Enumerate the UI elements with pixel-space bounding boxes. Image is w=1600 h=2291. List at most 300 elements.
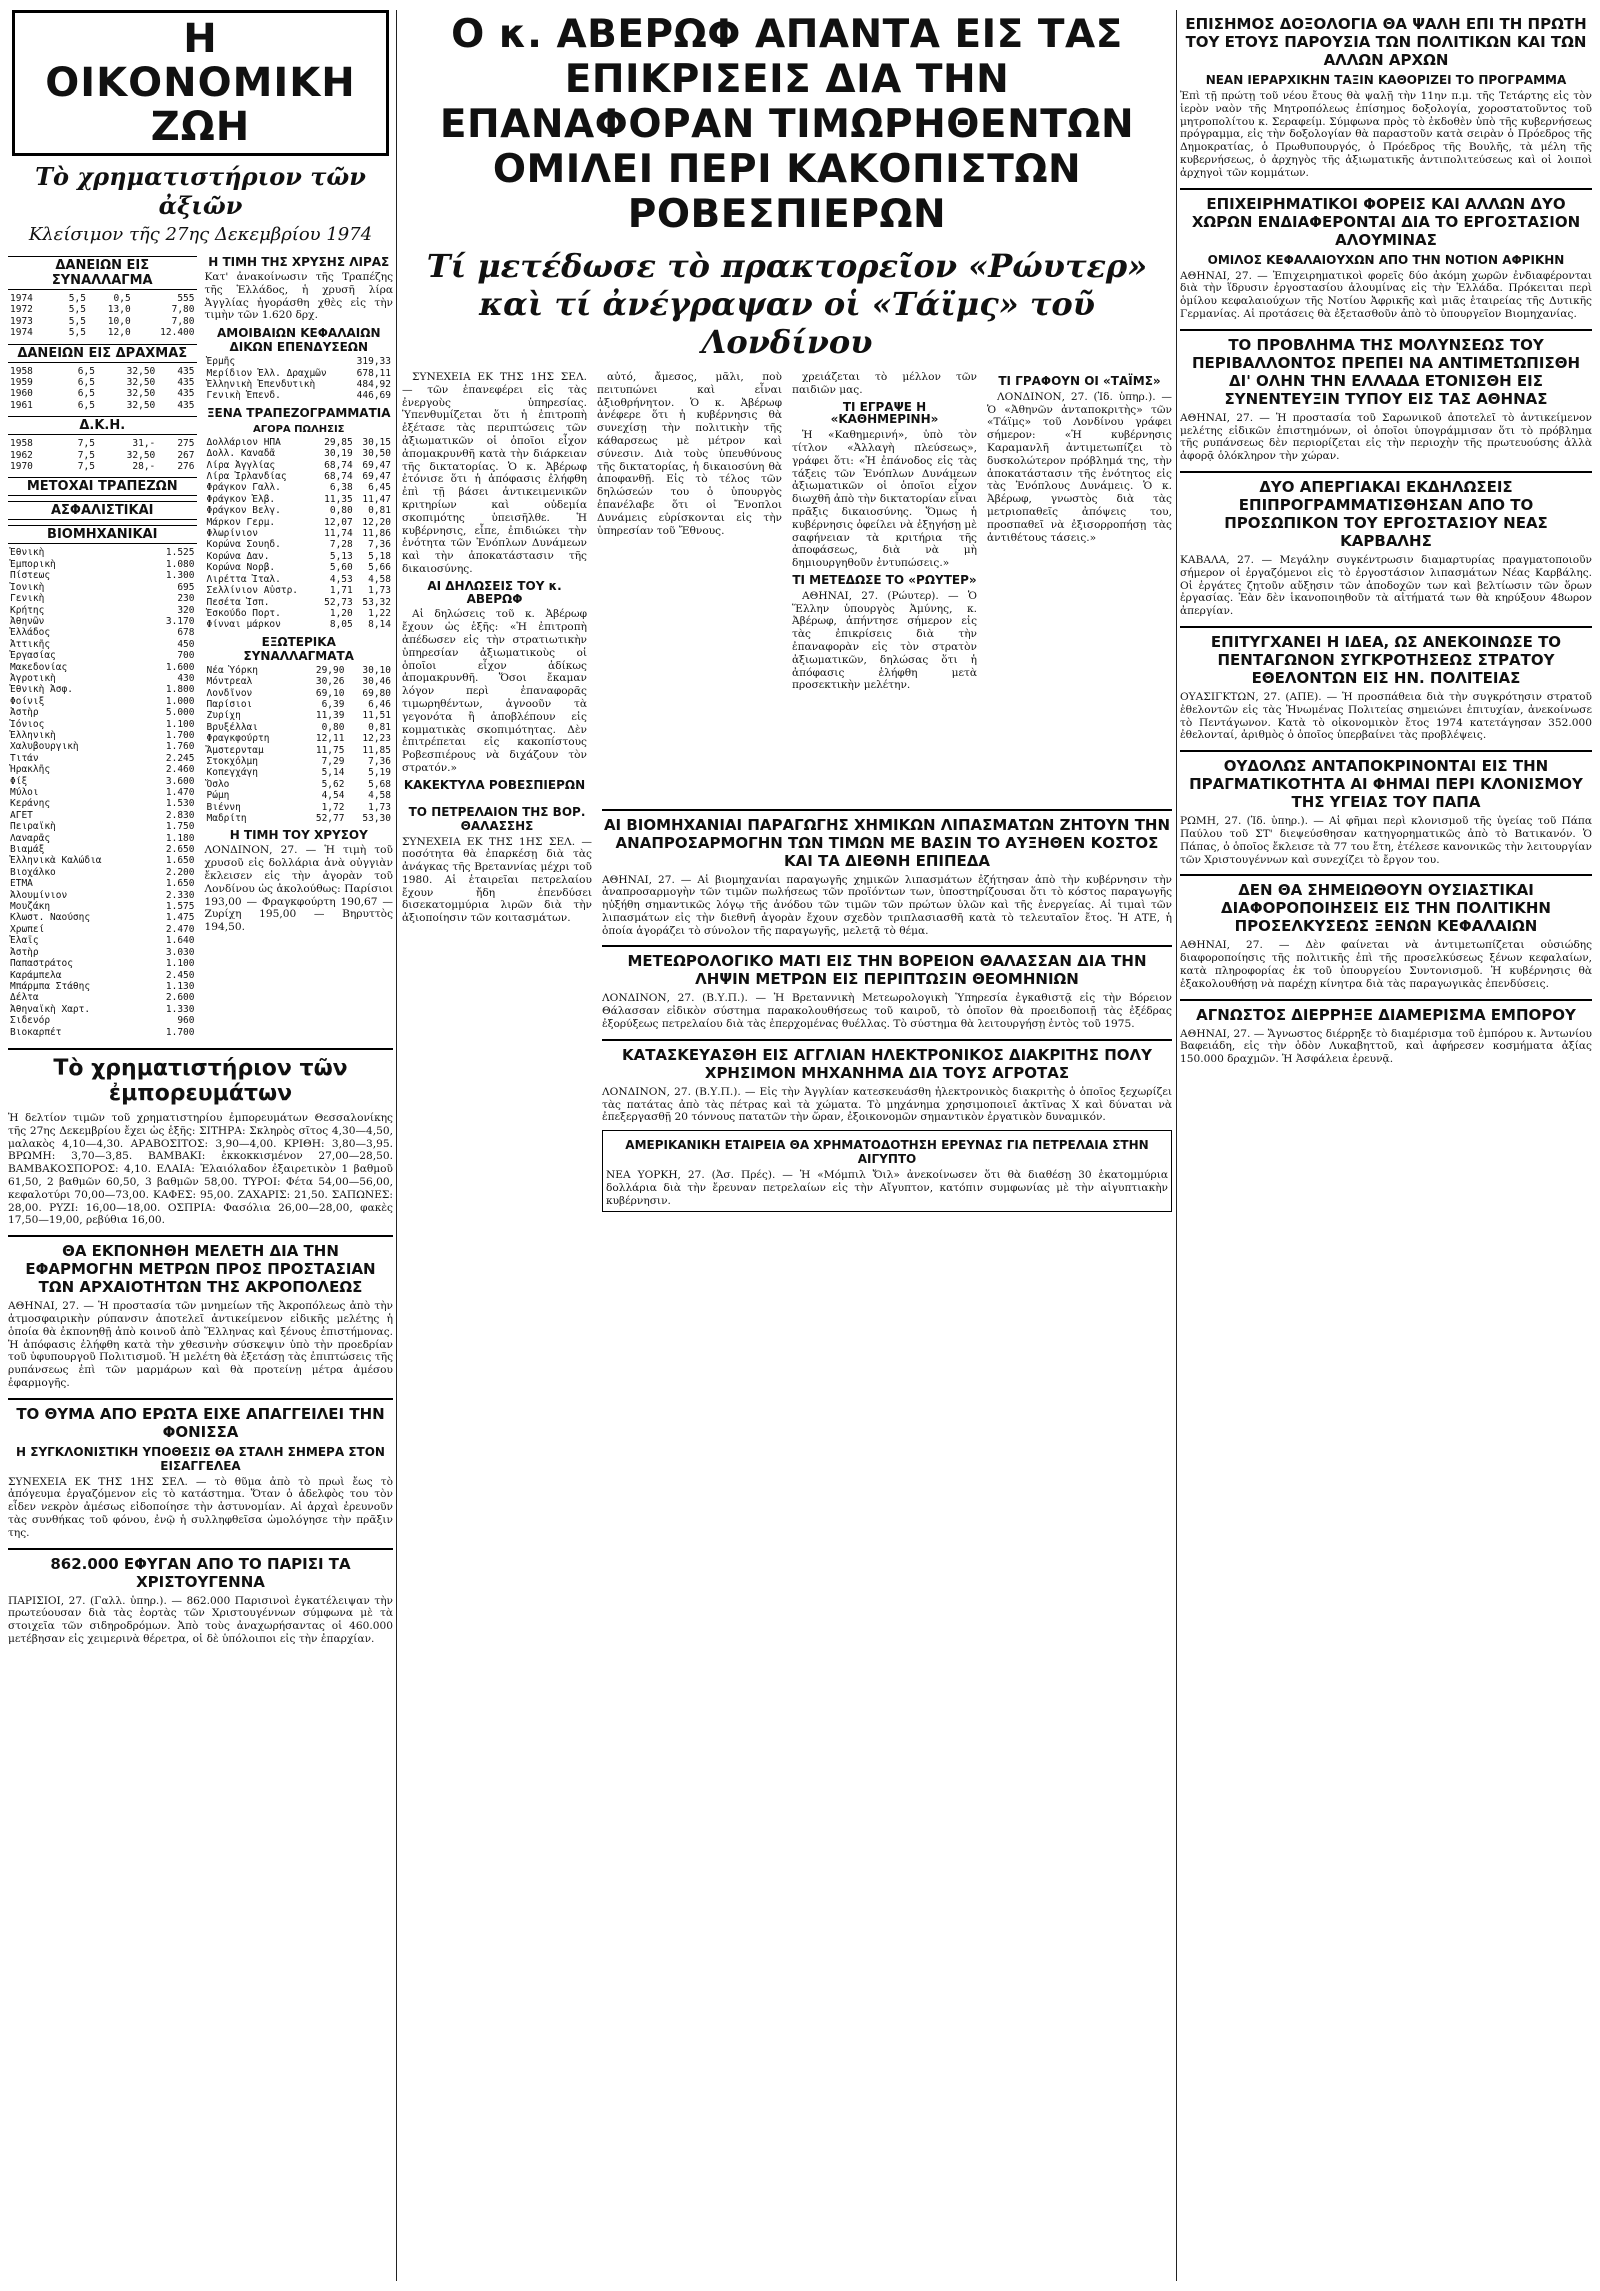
row-value: 32,50 xyxy=(126,377,156,389)
kathimerini-subhead: ΤΙ ΕΓΡΑΨΕ Η «ΚΑΘΗΜΕΡΙΝΗ» xyxy=(830,399,939,427)
lead-closing: χρειάζεται τὸ μέλλον τῶν παιδιῶν μας. xyxy=(792,371,977,396)
row-value: 4,53 xyxy=(329,573,353,585)
row-value: 5,19 xyxy=(368,767,391,779)
lead-paragraph: ΣΥΝΕΧΕΙΑ ΕΚ ΤΗΣ 1ΗΣ ΣΕΛ. — τῶν ἐπανεφέρει εἰς τὰς ἐνεργοὺς ὑπηρεσίας. Ὑπενθυμίζεται ὅτι ἡ ἐπιτροπὴ ἐξέτασε τὰς περιπτώσεις τῶν ἀξιωματικῶν οἱ ὁποῖοι εἶχον ἀπομακρυνθῆ κατὰ τὴν διάρκειαν τῆς δικτατορίας. Ὁ κ. Ἀβέρωφ ἐτόνισε ὅτι ἡ ἀπόφασις ἐλήφθη ἐπὶ τῇ βάσει ἀντικειμενικῶν κριτηρίων καὶ οὐδεμία σκοπιμότης ὑπεισῆλθε. Ἡ κυβέρνησις, εἶπε, ἐπιδιώκει τὴν ἑνότητα τῶν Ἐνόπλων Δυνάμεων καὶ τὴν ἀποκατάστασιν τῆς δικαιοσύνης. xyxy=(402,371,587,575)
row-label: 1974 xyxy=(10,327,33,339)
row-label: Ἀγροτικὴ xyxy=(10,672,56,684)
row-value: 0,81 xyxy=(368,505,391,517)
doxology-headline: ΕΠΙΣΗΜΟΣ ΔΟΞΟΛΟΓΙΑ ΘΑ ΨΑΛΗ ΕΠΙ ΤΗ ΠΡΩΤΗ ΤΟΥ ΕΤΟΥΣ ΠΑΡΟΥΣΙΑ ΤΩΝ ΠΟΛΙΤΙΚΩΝ ΚΑΙ ΤΩΝ ΑΛΛΩΝ ΑΡΧΩΝ xyxy=(1185,15,1587,69)
row-value: 30,46 xyxy=(362,676,391,688)
row-value: 230 xyxy=(177,593,195,605)
row-value: 10,0 xyxy=(107,315,131,327)
row-label: Λονδῖνον xyxy=(206,687,253,699)
row-value: 6,46 xyxy=(368,698,391,710)
banknote-row xyxy=(205,539,394,550)
banknote-row xyxy=(205,585,394,596)
stock-row xyxy=(8,912,197,923)
stock-row xyxy=(8,639,197,650)
fund-row xyxy=(205,390,394,401)
exchange-row xyxy=(205,676,394,687)
row-label: Φράγκον Γαλλ. xyxy=(206,482,281,494)
doxology-text: Ἐπὶ τῇ πρώτῃ τοῦ νέου ἔτους θὰ ψαλῇ τὴν 11ην π.μ. τῆς Τετάρτης εἰς τὸν ἱερὸν ναὸν τῆς Μητροπόλεως ἐπίσημος δοξολογία, χοροστατοῦντος τοῦ μητροπολίτου κ. Σεραφείμ. Σύμφωνα πρὸς τὸ ἐκδοθὲν ὑπὸ τῆς κυβερνήσεως πρόγραμμα, εἰς τὴν δοξολογίαν θὰ παραστοῦν κατὰ σειρὰν ὁ Πρόεδρος τῆς Δημοκρατίας, ὁ Πρωθυπουργός, ὁ Πρόεδρος τῆς Βουλῆς, τὰ μέλη τῆς κυβερνήσεως, ὁ ἀρχηγὸς τῆς ἀξιωματικῆς ἀντιπολιτεύσεως καὶ οἱ λοιποὶ ἀρχηγοὶ τῶν κομμάτων. xyxy=(1180,90,1592,179)
loans-heading: ΔΑΝΕΙΩΝ ΕΙΣ ΣΥΝΑΛΛΑΓΜΑ xyxy=(8,256,197,290)
row-label: Μύλοι xyxy=(10,787,39,798)
row-label: Στοκχόλμη xyxy=(206,755,258,767)
burglary-text: ΑΘΗΝΑΙ, 27. — Ἄγνωστος διέρρηξε τὸ διαμέρισμα τοῦ ἐμπόρου κ. Ἀντωνίου Βαφειάδη, εἰς τὴν ὁδὸν Λυκαβηττοῦ, καὶ ἀφήρεσεν κοσμήματα ἀξίας 150.000 δραχμῶν. Ἡ Ἀσφάλεια ἐρευνᾷ. xyxy=(1180,1027,1592,1066)
stock-row xyxy=(8,662,197,673)
row-label: Τιτάν xyxy=(10,752,39,764)
row-value: 13,0 xyxy=(107,304,131,316)
stock-row xyxy=(8,935,197,946)
exchange-row xyxy=(205,745,394,756)
row-label: Βιαμάξ xyxy=(10,844,45,856)
stock-row xyxy=(8,890,197,901)
row-value: 11,39 xyxy=(315,710,345,722)
stock-row xyxy=(8,855,197,866)
row-value: 12,20 xyxy=(362,516,391,528)
row-label: Ἰόνιος xyxy=(10,718,45,730)
row-value: 2.460 xyxy=(165,764,195,776)
row-label: 1974 xyxy=(10,293,33,304)
row-label: 1961 xyxy=(10,399,33,411)
row-value: 7,36 xyxy=(368,539,391,551)
column-rule xyxy=(1176,10,1177,2281)
acropolis-text: ΑΘΗΝΑΙ, 27. — Ἡ προστασία τῶν μνημείων τῆς Ἀκροπόλεως ἀπὸ τὴν ἀτμοσφαιρικὴν ρύπανσιν ἀποτελεῖ ἀντικείμενον εἰδικῆς μελέτης ἡ ὁποία θὰ ἐκπονηθῇ ἀπὸ κοινοῦ ἀπὸ Ἕλληνας καὶ ξένους ἐπιστήμονας. Ἡ ἀπόφασις ἐλήφθη κατὰ τὴν χθεσινὴν σύσκεψιν ὑπὸ τὴν προεδρίαν τοῦ ὑφυπουργοῦ Πολιτισμοῦ. Ἡ μελέτη θὰ ἐξετάσῃ τὰς ἐπιπτώσεις τῆς ρυπάνσεως ἐπὶ τῶν μαρμάρων καὶ θὰ προτείνῃ μέτρα ἀμέσου ἐφαρμογῆς. xyxy=(8,1300,393,1389)
lead-deck: Τί μετέδωσε τὸ πρακτορεῖον «Ρώυτερ» καὶ τί ἀνέγραψαν οἱ «Τάϊμς» τοῦ Λονδίνου xyxy=(426,247,1148,361)
banks-heading: ΜΕΤΟΧΑΙ ΤΡΑΠΕΖΩΝ xyxy=(8,477,197,496)
row-label: Καράμπελα xyxy=(10,969,62,981)
row-value: 0,81 xyxy=(368,721,391,733)
robespierre-subhead: ΚΑΚΕΚΤΥΛΑ ΡΟΒΕΣΠΙΕΡΩΝ xyxy=(403,777,586,792)
row-value: 6,5 xyxy=(77,399,95,411)
banknote-row xyxy=(205,482,394,493)
banknote-row xyxy=(205,619,394,630)
acropolis-headline: ΘΑ ΕΚΠΟΝΗΘΗ ΜΕΛΕΤΗ ΔΙΑ ΤΗΝ ΕΦΑΡΜΟΓΗΝ ΜΕΤΡΩΝ ΠΡΟΣ ΠΡΟΣΤΑΣΙΑΝ ΤΩΝ ΑΡΧΑΙΟΤΗΤΩΝ ΤΗΣ ΑΚΡΟΠΟΛΕΩΣ xyxy=(8,1235,393,1296)
pentagon-headline: ΕΠΙΤΥΓΧΑΝΕΙ Η ΙΔΕΑ, ΩΣ ΑΝΕΚΟΙΝΩΣΕ ΤΟ ΠΕΝΤΑΓΩΝΟΝ ΣΥΓΚΡΟΤΗΣΕΩΣ ΣΤΡΑΤΟΥ ΕΘΕΛΟΝΤΩΝ ΕΙΣ ΗΝ. ΠΟΛΙΤΕΙΑΣ xyxy=(1180,626,1592,687)
stock-row xyxy=(8,673,197,684)
row-label: Μακεδονίας xyxy=(10,661,68,673)
row-value: 2.830 xyxy=(165,809,195,821)
exchange-row xyxy=(205,665,394,676)
reuters-subhead: ΤΙ ΜΕΤΕΔΩΣΕ ΤΟ «ΡΩΥΤΕΡ» xyxy=(792,572,977,587)
row-value: 1.700 xyxy=(165,1026,195,1038)
row-value: 69,47 xyxy=(362,459,391,471)
banknotes-heading: ΞΕΝΑ ΤΡΑΠΕΖΟΓΡΑΜΜΑΤΙΑ xyxy=(206,405,391,420)
row-label: Ζυρίχη xyxy=(206,710,241,722)
row-label: Ἑλληνικὰ Καλώδια xyxy=(10,855,102,867)
row-value: 678,11 xyxy=(356,367,391,379)
row-label: Φίξ xyxy=(10,775,28,787)
row-value: 12,11 xyxy=(315,733,345,745)
row-value: 1.330 xyxy=(165,1003,195,1015)
row-label: Νέα Ὑόρκη xyxy=(206,664,258,676)
crime-subheadline: Η ΣΥΓΚΛΟΝΙΣΤΙΚΗ ΥΠΟΘΕΣΙΣ ΘΑ ΣΤΑΛΗ ΣΗΜΕΡΑ ΣΤΟΝ ΕΙΣΑΓΓΕΛΕΑ xyxy=(16,1444,385,1473)
row-label: Ἀθηνῶν xyxy=(10,615,45,627)
row-value: 30,15 xyxy=(362,436,391,448)
industrial-heading: ΒΙΟΜΗΧΑΝΙΚΑΙ xyxy=(8,525,197,544)
exchange-row xyxy=(205,733,394,744)
stock-row xyxy=(8,753,197,764)
banknote-row xyxy=(205,437,394,448)
row-value: 11,51 xyxy=(362,710,391,722)
stock-row xyxy=(8,730,197,741)
egypt-oil-headline: ΑΜΕΡΙΚΑΝΙΚΗ ΕΤΑΙΡΕΙΑ ΘΑ ΧΡΗΜΑΤΟΔΟΤΗΣΗ ΕΡΕΥΝΑΣ ΓΙΑ ΠΕΤΡΕΛΑΙΑ ΣΤΗΝ ΑΙΓΥΠΤΟ xyxy=(625,1138,1149,1167)
exchange-row xyxy=(205,767,394,778)
row-value: 3.030 xyxy=(165,946,195,958)
row-value: 1.080 xyxy=(165,558,195,570)
pollution-text: ΑΘΗΝΑΙ, 27. — Ἡ προστασία τοῦ Σαρωνικοῦ ἀποτελεῖ τὸ ἀντικείμενον μελέτης εἰδικῶν ἐπιστημόνων, οἱ ὁποῖοι ὑπογράμμισαν ὅτι τὸ πρόβλημα τῆς ρυπάνσεως δὲν περιορίζεται εἰς τὴν περιοχὴν τῆς πρωτευούσης ἀλλὰ ἀφορᾷ ὁλόκληρον τὴν χώραν. xyxy=(1180,411,1592,463)
row-value: 32,50 xyxy=(126,449,156,461)
row-label: Ἄμστερνταμ xyxy=(206,744,264,756)
stock-row xyxy=(8,559,197,570)
row-label: Παρίσιοι xyxy=(206,698,253,710)
sorter-headline: ΚΑΤΑΣΚΕΥΑΣΘΗ ΕΙΣ ΑΓΓΛΙΑΝ ΗΛΕΚΤΡΟΝΙΚΟΣ ΔΙΑΚΡΙΤΗΣ ΠΟΛΥ ΧΡΗΣΙΜΟΝ ΜΗΧΑΝΗΜΑ ΔΙΑ ΤΟΥΣ ΑΓΡΟΤΑΣ xyxy=(602,1039,1172,1082)
fertilizer-text: ΑΘΗΝΑΙ, 27. — Αἱ βιομηχανίαι παραγωγῆς χημικῶν λιπασμάτων ἐζήτησαν ἀπὸ τὴν κυβέρνησιν τὴν ἀναπροσαρμογὴν τῶν τιμῶν πωλήσεως τῶν προϊόντων των, ὑποστηρίζουσαι ὅτι τὸ κόστος παραγωγῆς ηὐξήθη σημαντικῶς λόγῳ τῆς ἀνόδου τῶν τιμῶν τῶν πρώτων ὑλῶν καὶ τῆς ἐνεργείας. Αἱ τιμαὶ τῶν λιπασμάτων εἰς τὴν διεθνῆ ἀγορὰν ἔχουν σχεδὸν τριπλασιασθῆ κατὰ τὸ τελευταῖον ἔτος. Ἡ ΑΤΕ, ἡ ὁποία ἀγοράζει τὸ σύνολον τῆς παραγωγῆς, μελετᾷ τὸ θέμα. xyxy=(602,873,1172,937)
lead-continuation: αὐτό, ἄμεσος, μᾶλι, ποὺ πειτυπώνει καὶ εἶναι ἀξιοθρήνητον. Ὁ κ. Ἀβέρωφ ἀνέφερε ὅτι ἡ κυβέρνησις θὰ συνεχίσῃ τὴν πολιτικὴν τῆς κάθαρσεως μὲ μέτρον καὶ σύνεσιν. Διὰ τοὺς ὑπευθύνους τῆς δικτατορίας, ἡ δικαιοσύνη θὰ ἀποφανθῇ. Εἰς τὸ τέλος τῶν δηλώσεών του ὁ ὑπουργὸς ἐπανέλαβε ὅτι οἱ Ἔνοπλοι Δυνάμεις εὑρίσκονται εἰς τὴν ὑπηρεσίαν τοῦ Ἔθνους. xyxy=(597,371,782,537)
row-label: Φλωρίνιον xyxy=(206,528,258,540)
row-value: 7,5 xyxy=(77,438,95,450)
exchange-row xyxy=(205,699,394,710)
row-label: Γενικὴ Ἐπενδ. xyxy=(206,390,281,402)
row-value: 68,74 xyxy=(324,471,353,483)
row-value: 1,72 xyxy=(321,801,345,813)
times-subhead: ΤΙ ΓΡΑΦΟΥΝ ΟΙ «ΤΑΪΜΣ» xyxy=(998,374,1161,388)
row-value: 6,39 xyxy=(321,698,345,710)
row-value: 53,30 xyxy=(362,813,391,824)
crime-text: ΣΥΝΕΧΕΙΑ ΕΚ ΤΗΣ 1ΗΣ ΣΕΛ. — τὸ θῦμα ἀπὸ τὸ πρωὶ ἔως τὸ ἀπόγευμα ἐργαζόμενον εἰς τὸ κατάστημα. Ὅταν ὁ ἀδελφὸς του τὸν εἶδεν νεκρὸν ἀμέσως εἰδοποίησε τὴν ἀστυνομίαν. Αἱ ἀρχαὶ ἐρευνοῦν τὰς συνθήκας τοῦ φόνου, ἐνῷ ἡ συλληφθεῖσα ὡμολόγησε τὴν πρᾶξιν της. xyxy=(8,1475,393,1539)
row-value: 5.000 xyxy=(165,707,195,719)
row-label: Κορώνα Δαν. xyxy=(206,550,270,562)
row-value: 6,5 xyxy=(77,388,95,400)
row-value: 450 xyxy=(177,638,195,650)
dek-table xyxy=(8,438,197,472)
row-value: 700 xyxy=(177,650,195,662)
banknote-row xyxy=(205,517,394,528)
row-value: 275 xyxy=(177,438,195,450)
dek-row xyxy=(8,461,197,472)
banknote-row xyxy=(205,562,394,573)
row-value: 695 xyxy=(177,581,195,593)
row-value: 52,73 xyxy=(324,596,353,608)
row-value: 52,77 xyxy=(315,813,345,824)
row-label: Ἐργασίας xyxy=(10,650,56,662)
row-value: 5,18 xyxy=(368,550,391,562)
times-text: ΛΟΝΔΙΝΟΝ, 27. (Ἰδ. ὑπηρ.). — Ὁ «Ἀθηνῶν ἀνταποκριτὴς» τῶν «Τάϊμς» τοῦ Λονδίνου γράφει σήμερον: «Ἡ κυβέρνησις Καραμανλῆ ἀντιμετωπίζει τὸ δυσκολώτερον πρόβλημά της, τὴν ἀποκατάστασιν τῆς ἑνότητος εἰς τὰς Ἐνόπλους Δυνάμεις. Ὁ κ. Ἀβέρωφ, γνωστὸς διὰ τὰς μετριοπαθεῖς ἀπόψεις του, προσπαθεῖ νὰ ἐξισορροπήσῃ τὰς ἀντιθέτους τάσεις.» xyxy=(987,390,1172,544)
row-value: 1.800 xyxy=(165,684,195,696)
row-value: 267 xyxy=(177,449,195,461)
row-value: 0,5 xyxy=(113,293,131,304)
row-label: Ἀστὴρ xyxy=(10,707,39,719)
row-value: 435 xyxy=(177,399,195,411)
row-value: 484,92 xyxy=(356,379,391,390)
pentagon-text: ΟΥΑΣΙΓΚΤΩΝ, 27. (ΑΠΕ). — Ἡ προσπάθεια διὰ τὴν συγκρότησιν στρατοῦ ἐθελοντῶν εἰς τὰς Ἡνωμένας Πολιτείας σημειώνει ἐπιτυχίαν, ἀνεκοίνωσε τὸ Πεντάγωνον. Κατὰ τὸ οἰκονομικὸν ἔτος 1974 κατετάγησαν 352.000 ἐθελονταί, ἀριθμὸς ὁ ὁποῖος ὑπερβαίνει τὰς προβλέψεις. xyxy=(1180,690,1592,742)
stock-row xyxy=(8,707,197,718)
pope-health-headline: ΟΥΔΟΛΩΣ ΑΝΤΑΠΟΚΡΙΝΟΝΤΑΙ ΕΙΣ ΤΗΝ ΠΡΑΓΜΑΤΙΚΟΤΗΤΑ ΑΙ ΦΗΜΑΙ ΠΕΡΙ ΚΛΟΝΙΣΜΟΥ ΤΗΣ ΥΓΕΙΑΣ ΤΟΥ ΠΑΠΑ xyxy=(1180,750,1592,811)
row-label: Ἰονικὴ xyxy=(10,581,45,593)
row-value: 11,86 xyxy=(362,528,391,540)
commodity-exchange-title: Τὸ χρηματιστήριον τῶν ἐμπορευμάτων xyxy=(8,1048,393,1106)
drachma-table xyxy=(8,366,197,412)
row-label: Φίνναι μάρκον xyxy=(206,619,281,631)
lead-story-column xyxy=(402,0,1172,2291)
stock-row xyxy=(8,970,197,981)
row-value: 32,50 xyxy=(126,365,156,377)
stock-row xyxy=(8,798,197,809)
commodity-text: Ἡ δελτίον τιμῶν τοῦ χρηματιστηρίου ἐμπορευμάτων Θεσσαλονίκης τῆς 27ης Δεκεμβρίου ἔχει ὡς ἑξῆς: ΣΙΤΗΡΑ: Σκληρὸς σῖτος 4,30—4,50, μαλακὸς 4,10—4,30. ΑΡΑΒΟΣΙΤΟΣ: 3,90—4,00. ΚΡΙΘΗ: 3,80—3,95. ΒΡΩΜΗ: 3,70—3,85. ΒΑΜΒΑΚΙ: ἐκκοκκισμένον 27,00—28,50. ΒΑΜΒΑΚΟΣΠΟΡΟΣ: 4,10. ΕΛΑΙΑ: Ἐλαιόλαδον ἐξαιρετικὸν 1 βαθμοῦ 61,50, 2 βαθμῶν 60,50, 3 βαθμῶν 58,00. ΤΥΡΟΙ: Φέτα 54,00—56,00, κεφαλοτύρι 70,00—73,00. ΚΑΦΕΣ: 95,00. ΖΑΧΑΡΙΣ: 21,50. ΣΑΠΩΝΕΣ: 28,00. ΡΥΖΙ: 16,00—18,00. ΟΣΠΡΙΑ: Φασόλια 26,00—28,00, φακὲς 17,50—19,00, ρεβύθια 16,00. xyxy=(8,1111,393,1227)
row-value: 1.100 xyxy=(165,718,195,730)
stocks-table xyxy=(8,547,197,1037)
row-value: 32,50 xyxy=(126,388,156,400)
row-value: 68,74 xyxy=(324,459,353,471)
stock-row xyxy=(8,570,197,581)
row-label: Ἀθηναϊκὴ Χαρτ. xyxy=(10,1003,91,1015)
fund-row xyxy=(205,379,394,390)
strike-text: ΚΑΒΑΛΑ, 27. — Μεγάλην συγκέντρωσιν διαμαρτυρίας πραγματοποιοῦν σήμερον οἱ ἐργαζόμενοι εἰς τὸ ἐργοστάσιον λιπασμάτων Νέας Καρβάλης. Οἱ ἐργάτες ζητοῦν αὔξησιν τῶν ἀποδοχῶν των καὶ βελτίωσιν τῶν ὅρων ἐργασίας. Ἐὰν δὲν ἱκανοποιηθοῦν τὰ αἰτήματά των θὰ κηρύξουν 48ωρον ἀπεργίαν. xyxy=(1180,553,1592,618)
row-value: 0,80 xyxy=(329,505,353,517)
gold-heading: Η ΤΙΜΗ ΤΗΣ ΧΡΥΣΗΣ ΛΙΡΑΣ xyxy=(208,255,390,269)
banknotes-table xyxy=(205,437,394,631)
dek-row xyxy=(8,450,197,461)
row-label: Βιοκαρπέτ xyxy=(10,1026,62,1038)
row-value: 12.400 xyxy=(160,327,195,339)
row-value: 69,10 xyxy=(315,687,345,699)
loan-row xyxy=(8,304,197,315)
row-value: 5,5 xyxy=(68,304,86,316)
row-label: Δέλτα xyxy=(10,992,39,1004)
loan-row xyxy=(8,316,197,327)
alumina-subheadline: ΟΜΙΛΟΣ ΚΕΦΑΛΑΙΟΥΧΩΝ ΑΠΟ ΤΗΝ ΝΟΤΙΟΝ ΑΦΡΙΚΗΝ xyxy=(1207,252,1565,267)
row-label: Κορώνα Νορβ. xyxy=(206,562,276,574)
row-value: 435 xyxy=(177,388,195,400)
row-label: 1962 xyxy=(10,449,33,461)
row-label: Πεσέτα Ἱσπ. xyxy=(206,596,270,608)
row-label: Ἑλληνικὴ Ἐπενδυτικὴ xyxy=(206,379,316,390)
row-value: 32,50 xyxy=(126,399,156,411)
foreign-capital-headline: ΔΕΝ ΘΑ ΣΗΜΕΙΩΘΟΥΝ ΟΥΣΙΑΣΤΙΚΑΙ ΔΙΑΦΟΡΟΠΟΙΗΣΕΙΣ ΕΙΣ ΤΗΝ ΠΟΛΙΤΙΚΗΝ ΠΡΟΣΕΛΚΥΣΕΩΣ ΞΕΝΩΝ ΚΕΦΑΛΑΙΩΝ xyxy=(1180,874,1592,935)
row-value: 29,90 xyxy=(315,664,345,676)
gold-price-heading: Η ΤΙΜΗ ΤΟΥ ΧΡΥΣΟΥ xyxy=(229,828,368,843)
row-value: 555 xyxy=(177,293,195,304)
row-value: 5,68 xyxy=(368,778,391,790)
row-value: 1.575 xyxy=(165,901,195,913)
closing-dateline: Κλείσιμον τῆς 27ης Δεκεμβρίου 1974 xyxy=(28,224,373,245)
row-value: 2.450 xyxy=(165,969,195,981)
row-value: 69,80 xyxy=(362,687,391,699)
row-value: 5,5 xyxy=(68,327,86,339)
stock-row xyxy=(8,844,197,855)
row-value: 2.245 xyxy=(165,752,195,764)
row-label: Φοίνιξ xyxy=(10,695,45,707)
row-label: Βιοχάλκο xyxy=(10,866,56,878)
stock-row xyxy=(8,741,197,752)
row-value: 7,36 xyxy=(368,755,391,767)
row-label: Βρυξέλλαι xyxy=(206,721,258,733)
row-label: Μπάρμπα Στάθης xyxy=(10,980,91,992)
alumina-text: ΑΘΗΝΑΙ, 27. — Ἐπιχειρηματικοὶ φορεῖς δύο ἀκόμη χωρῶν ἐνδιαφέρονται διὰ τὴν ἵδρυσιν ἐργοστασίου ἀλουμίνας εἰς τὴν Ἑλλάδα. Πρόκειται περὶ ὁμίλου κεφαλαιούχων τῆς Νοτίου Ἀφρικῆς καὶ μιᾶς ἑταιρείας τῆς Δυτικῆς Γερμανίας. Αἱ προτάσεις θὰ ἐξετασθοῦν ἀπὸ τὸ ὑπουργεῖον Βιομηχανίας. xyxy=(1180,269,1592,320)
oil-subhead: ΤΟ ΠΕΤΡΕΛΑΙΟΝ ΤΗΣ ΒΟΡ. ΘΑΛΑΣΣΗΣ xyxy=(408,804,586,833)
row-label: 1958 xyxy=(10,438,33,450)
row-value: 31,- xyxy=(132,438,156,450)
row-label: Σελλίνιον Αὐστρ. xyxy=(206,585,299,597)
banknote-row xyxy=(205,597,394,608)
gold-price-text: ΛΟΝΔΙΝΟΝ, 27. — Ἡ τιμὴ τοῦ χρυσοῦ εἰς δολλάρια ἀνὰ οὐγγιὰν ἔκλεισεν εἰς τὴν ἀγορὰν τοῦ Λονδίνου ὡς ἀκολούθως: Παρίσιοι 193,00 — Φραγκφούρτη 190,67 — Ζυρίχη 195,00 — Βηρυττὸς 194,50. xyxy=(204,844,393,934)
row-value: 7,5 xyxy=(77,461,95,473)
row-label: Γενικὴ xyxy=(10,593,45,605)
row-value: 11,47 xyxy=(362,493,391,505)
drachma-loan-row xyxy=(8,366,197,377)
row-value: 1.640 xyxy=(165,935,195,947)
row-value: 678 xyxy=(177,627,195,639)
row-value: 446,69 xyxy=(356,390,391,402)
drachma-loan-row xyxy=(8,400,197,411)
row-label: Ἐλαΐς xyxy=(10,935,39,947)
stock-row xyxy=(8,764,197,775)
row-label: Ἐμπορικὴ xyxy=(10,558,56,570)
row-value: 0,80 xyxy=(321,721,345,733)
stock-row xyxy=(8,924,197,935)
row-value: 5,66 xyxy=(368,562,391,574)
row-value: 1,20 xyxy=(329,607,353,619)
row-label: Χαλυβουργικὴ xyxy=(10,741,79,753)
row-value: 430 xyxy=(177,672,195,684)
averof-statements-subhead: ΑΙ ΔΗΛΩΣΕΙΣ ΤΟΥ κ. ΑΒΕΡΩΦ xyxy=(427,578,562,606)
row-value: 6,45 xyxy=(368,482,391,494)
row-value: 5,60 xyxy=(329,562,353,574)
row-label: Φράγκον Ἑλβ. xyxy=(206,493,276,505)
row-label: 1960 xyxy=(10,388,33,400)
row-value: 7,80 xyxy=(171,315,195,327)
row-value: 30,50 xyxy=(362,448,391,460)
row-value: 4,54 xyxy=(321,790,345,802)
drachma-loan-row xyxy=(8,377,197,388)
dek-row xyxy=(8,438,197,449)
row-value: 11,85 xyxy=(362,744,391,756)
row-label: Κρήτης xyxy=(10,604,45,616)
row-value: 11,35 xyxy=(324,493,353,505)
row-value: 53,32 xyxy=(362,596,391,608)
exchange-row xyxy=(205,756,394,767)
row-label: Δολλάριον ΗΠΑ xyxy=(206,436,281,448)
row-label: Ἀττικῆς xyxy=(10,638,51,650)
row-value: 30,19 xyxy=(324,448,353,460)
stock-row xyxy=(8,776,197,787)
banknote-row xyxy=(205,528,394,539)
stock-row xyxy=(8,981,197,992)
stock-row xyxy=(8,867,197,878)
banknote-row xyxy=(205,608,394,619)
row-value: 6,38 xyxy=(329,482,353,494)
row-label: 1959 xyxy=(10,377,33,389)
oil-text: ΣΥΝΕΧΕΙΑ ΕΚ ΤΗΣ 1ΗΣ ΣΕΛ. — ποσότητα θὰ ἐπαρκέσῃ διὰ τὰς ἀνάγκας τῆς Βρεταννίας μέχρι τοῦ 1980. Αἱ ἑταιρεῖαι πετρελαίου ἔχουν ἤδη ἐπενδύσει δισεκατομμύρια λιρῶν διὰ τὴν ἀξιοποίησιν τῶν κοιτασμάτων. xyxy=(402,835,592,925)
stock-row xyxy=(8,582,197,593)
row-label: Λίρα Ἰρλανδίας xyxy=(206,471,287,483)
row-value: 30,26 xyxy=(315,676,345,688)
exchange-row xyxy=(205,779,394,790)
row-value: 1.475 xyxy=(165,912,195,924)
insurance-heading: ΑΣΦΑΛΙΣΤΙΚΑΙ xyxy=(8,501,197,520)
row-label: Ρώμη xyxy=(206,790,230,802)
row-value: 435 xyxy=(177,377,195,389)
loan-row xyxy=(8,293,197,304)
row-value: 4,58 xyxy=(368,573,391,585)
row-value: 3.170 xyxy=(165,615,195,627)
stock-row xyxy=(8,787,197,798)
row-value: 1.650 xyxy=(165,878,195,890)
row-value: 1.000 xyxy=(165,695,195,707)
tourists-text: ΠΑΡΙΣΙΟΙ, 27. (Γαλλ. ὑπηρ.). — 862.000 Παρισινοὶ ἐγκατέλειψαν τὴν πρωτεύουσαν διὰ τὰς ἑορτὰς τῶν Χριστουγέννων σύμφωνα μὲ τὰ στοιχεῖα τῶν σιδηροδρόμων. Ἀπὸ τοὺς ἀναχωρήσαντας οἱ 460.000 μετέβησαν εἰς χειμερινὰ θέρετρα, οἱ δὲ ὑπόλοιποι εἰς τὴν ἐπαρχίαν. xyxy=(8,1594,393,1646)
funds-table xyxy=(205,356,394,402)
stock-exchange-subtitle: Τὸ χρηματιστήριον τῶν ἀξιῶν xyxy=(35,162,366,220)
stock-row xyxy=(8,810,197,821)
strike-headline: ΔΥΟ ΑΠΕΡΓΙΑΚΑΙ ΕΚΔΗΛΩΣΕΙΣ ΕΠΙΠΡΟΓΡΑΜΜΑΤΙΣΘΗΣΑΝ ΑΠΟ ΤΟ ΠΡΟΣΩΠΙΚΟΝ ΤΟΥ ΕΡΓΟΣΤΑΣΙΟΥ ΝΕΑΣ ΚΑΡΒΑΛΗΣ xyxy=(1180,471,1592,550)
averof-statements-text: Αἱ δηλώσεις τοῦ κ. Ἀβέρωφ ἔχουν ὡς ἑξῆς: «Ἡ ἐπιτροπὴ ἀπέδωσεν εἰς τὴν στρατιωτικὴν ὑπηρεσίαν ἀξιωματικοὺς οἱ ὁποῖοι εἶχον ἀδίκως ἀπομακρυνθῆ. Ὅσοι ἔκαμαν λόγον περὶ ἐπαναφορᾶς τιμωρηθέντων, ἀγνοοῦν τὰ γεγονότα ἢ ἀποβλέπουν εἰς κομματικὰς σκοπιμότητας. Δὲν ἐπιτρέπεται εἰς κακοπίστους Ροβεσπιέρους νὰ διχάζουν τὸν στρατόν.» xyxy=(402,608,587,774)
row-label: Λιρέττα Ἰταλ. xyxy=(206,573,281,585)
row-label: Λίρα Ἀγγλίας xyxy=(206,459,276,471)
stock-row xyxy=(8,605,197,616)
banknote-row xyxy=(205,574,394,585)
stock-row xyxy=(8,833,197,844)
row-label: 1958 xyxy=(10,365,33,377)
row-value: 1,22 xyxy=(368,607,391,619)
quotes-block xyxy=(8,251,393,1038)
exchange-row xyxy=(205,710,394,721)
row-value: 5,5 xyxy=(68,293,86,304)
row-value: 1.180 xyxy=(165,832,195,844)
row-value: 320 xyxy=(177,604,195,616)
kathimerini-text: Ἡ «Καθημερινή», ὑπὸ τὸν τίτλον «Ἀλλαγὴ πλεύσεως», γράφει ὅτι: «Ἡ ἐπάνοδος εἰς τὰς τάξεις τῶν Ἐνόπλων Δυνάμεων ἀξιωματικῶν οἱ ὁποῖοι εἶχον διωχθῆ ἀπὸ τὴν δικτατορίαν εἶναι πρᾶξις δικαιοσύνης. Ὅμως ἡ κυβέρνησις ὀφείλει νὰ ἐξηγήσῃ μὲ σαφήνειαν τὰ κριτήρια τῆς ἀποφάσεως, διὰ νὰ μὴ δημιουργηθοῦν ἐντυπώσεις.» xyxy=(792,429,977,570)
row-value: 28,- xyxy=(132,461,156,473)
row-value: 276 xyxy=(177,461,195,473)
row-value: 435 xyxy=(177,365,195,377)
row-label: Σιδενόρ xyxy=(10,1015,51,1027)
row-value: 8,14 xyxy=(368,619,391,631)
row-value: 1.750 xyxy=(165,821,195,833)
row-label: Φράγκον Βελγ. xyxy=(206,505,281,517)
row-label: Ἐθνικὴ Ἀσφ. xyxy=(10,684,73,696)
row-label: Πίστεως xyxy=(10,570,51,582)
stock-row xyxy=(8,821,197,832)
row-value: 7,28 xyxy=(329,539,353,551)
banknote-row xyxy=(205,448,394,459)
row-label: ΑΓΕΤ xyxy=(10,809,33,821)
row-label: Μόντρεαλ xyxy=(206,676,253,688)
row-value: 7,5 xyxy=(77,449,95,461)
row-value: 1.650 xyxy=(165,855,195,867)
foreign-exchange-heading: ΕΞΩΤΕΡΙΚΑ ΣΥΝΑΛΛΑΓΜΑΤΑ xyxy=(243,634,354,663)
alumina-headline: ΕΠΙΧΕΙΡΗΜΑΤΙΚΟΙ ΦΟΡΕΙΣ ΚΑΙ ΑΛΛΩΝ ΔΥΟ ΧΩΡΩΝ ΕΝΔΙΑΦΕΡΟΝΤΑΙ ΔΙΑ ΤΟ ΕΡΓΟΣΤΑΣΙΟΝ ΑΛΟΥΜΙΝΑΣ xyxy=(1180,188,1592,249)
row-value: 69,47 xyxy=(362,471,391,483)
row-value: 1.300 xyxy=(165,570,195,582)
row-value: 2.650 xyxy=(165,844,195,856)
row-value: 1.700 xyxy=(165,729,195,741)
row-value: 4,58 xyxy=(368,790,391,802)
row-value: 1.760 xyxy=(165,741,195,753)
column-rule xyxy=(396,10,397,2281)
row-label: Κορώνα Σουηδ. xyxy=(206,539,281,551)
row-value: 6,5 xyxy=(77,377,95,389)
exchange-row xyxy=(205,688,394,699)
exchange-row xyxy=(205,790,394,801)
row-label: Μουζάκη xyxy=(10,901,51,913)
right-news-column xyxy=(1180,0,1592,2291)
lead-headline: Ο κ. ΑΒΕΡΩΦ ΑΠΑΝΤΑ ΕΙΣ ΤΑΣ ΕΠΙΚΡΙΣΕΙΣ ΔΙΑ ΤΗΝ ΕΠΑΝΑΦΟΡΑΝ ΤΙΜΩΡΗΘΕΝΤΩΝ ΟΜΙΛΕΙ ΠΕΡΙ ΚΑΚΟΠΙΣΤΩΝ ΡΟΒΕΣΠΙΕΡΩΝ xyxy=(439,12,1135,237)
lower-stories xyxy=(402,801,1172,1218)
row-value: 2.600 xyxy=(165,992,195,1004)
row-value: 1.130 xyxy=(165,980,195,992)
row-label: Κλωστ. Ναούσης xyxy=(10,912,91,924)
row-value: 1,73 xyxy=(368,801,391,813)
row-label: Ἑλλάδος xyxy=(10,627,51,639)
